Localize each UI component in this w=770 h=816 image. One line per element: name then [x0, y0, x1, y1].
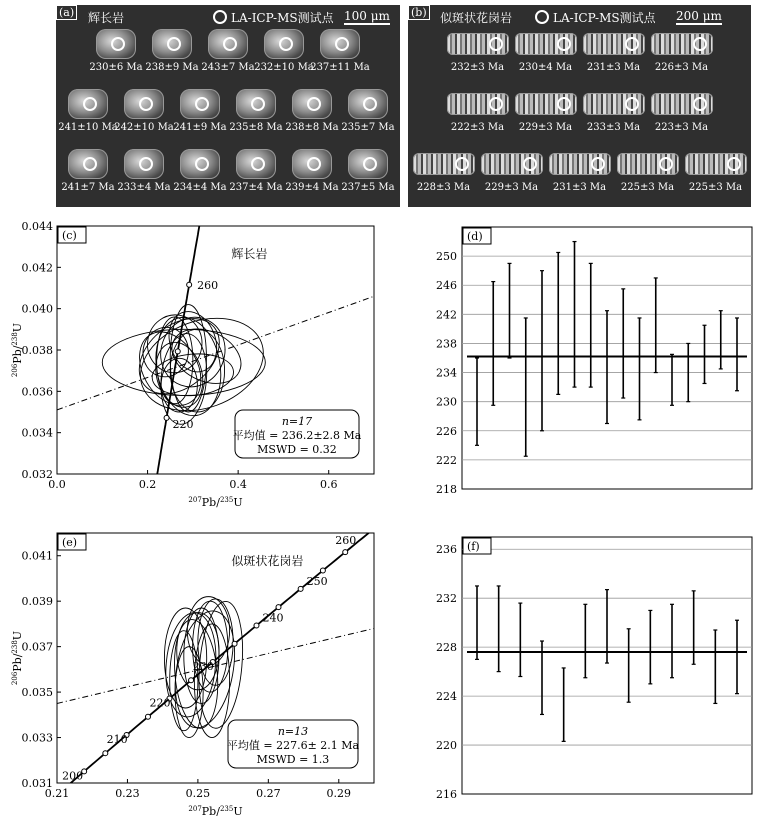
- panel-c-ylabel: [11, 323, 24, 377]
- panel-c-ytick-label: 0.042: [21, 261, 53, 275]
- panel-a-age-label: 234±4 Ma: [173, 182, 227, 193]
- panel-b-age-label: 225±3 Ma: [688, 182, 743, 193]
- panel-c-stats-mswd: MSWD = 0.32: [257, 443, 337, 456]
- panel-b-age-label: 231±3 Ma: [552, 182, 607, 193]
- panel-e-ylabel-el: Pb/: [11, 653, 24, 672]
- panel-c-xlabel: [188, 496, 242, 509]
- panel-e-concordia-age-label: 200: [62, 769, 84, 783]
- panel-a-age-label: 241±9 Ma: [173, 122, 227, 133]
- panel-c-ytick-label: 0.034: [21, 426, 53, 440]
- panel-f-label: (f): [467, 540, 480, 553]
- panel-d-ytick-label: 246: [436, 279, 457, 293]
- panel-c-concordia-age-label: 260: [197, 278, 219, 292]
- panel-d-ytick-label: 242: [436, 308, 457, 322]
- panel-c-concordia-age-label: 220: [172, 417, 194, 431]
- panel-a-age-label: 239±4 Ma: [285, 182, 339, 193]
- panel-a-age-label: 230±6 Ma: [89, 62, 143, 73]
- panel-f-frame: [462, 537, 752, 794]
- panel-b-age-label: 225±3 Ma: [620, 182, 675, 193]
- panel-b-age-label: 228±3 Ma: [416, 182, 471, 193]
- panel-e-concordia-age-label: 220: [149, 696, 171, 710]
- panel-b-age-label: 229±3 Ma: [484, 182, 539, 193]
- panel-e-age-marker: [189, 678, 194, 683]
- panel-c-xtick-label: 0.2: [138, 478, 157, 491]
- panel-e-xlabel: [188, 805, 242, 816]
- panel-c-xlabel-el: U: [233, 496, 243, 509]
- panel-e-xlabel-el: Pb/: [201, 805, 220, 816]
- panel-b-age-label: 233±3 Ma: [586, 122, 641, 133]
- panel-c-xtick-label: 0.6: [319, 478, 338, 491]
- panel-a-scale: 100 μm: [344, 9, 390, 23]
- panel-c-age-marker: [187, 282, 192, 287]
- panel-a-age-label: 241±7 Ma: [61, 182, 115, 193]
- panel-d-ytick-label: 230: [436, 395, 457, 409]
- panel-c-xlabel-sup: 235: [219, 496, 234, 504]
- panel-d-ytick-label: 238: [436, 337, 457, 351]
- panel-a-age-label: 242±10 Ma: [114, 122, 174, 133]
- panel-b-age-label: 232±3 Ma: [450, 62, 505, 73]
- panel-a-rock: 辉长岩: [88, 11, 125, 25]
- panel-e-concordia-age-label: 210: [106, 732, 128, 746]
- panel-b-label: (b): [408, 5, 430, 20]
- panel-e-ytick-label: 0.039: [21, 595, 53, 609]
- panel-e-age-marker: [254, 623, 259, 628]
- panel-f-ytick-label: 216: [436, 788, 457, 801]
- panel-b-legend: LA-ICP-MS测试点: [553, 11, 656, 25]
- panel-e-ytick-label: 0.037: [21, 640, 53, 654]
- panel-e-xlabel-sup: 207: [188, 805, 202, 813]
- panel-a-age-label: 237±5 Ma: [341, 182, 395, 193]
- panel-a-age-label: 237±11 Ma: [310, 62, 370, 73]
- panel-e-concordia-age-label: 230: [192, 660, 214, 674]
- panel-e-xtick-label: 0.27: [256, 787, 281, 800]
- panel-e-concordia-age-label: 240: [262, 611, 284, 625]
- panel-b-age-label: 226±3 Ma: [654, 62, 709, 73]
- panel-e-age-marker: [298, 586, 303, 591]
- panel-f-ytick-label: 236: [436, 543, 457, 557]
- panel-a-age-label: 241±10 Ma: [58, 122, 118, 133]
- panel-c-ylabel-el: Pb/: [11, 345, 24, 364]
- panel-b-age-label: 222±3 Ma: [450, 122, 505, 133]
- panel-e-age-marker: [276, 605, 281, 610]
- panel-a-age-label: 243±7 Ma: [201, 62, 255, 73]
- panel-e-ytick-label: 0.041: [21, 549, 53, 563]
- panel-d-label: (d): [467, 230, 483, 243]
- panel-e-age-marker: [343, 550, 348, 555]
- panel-e-xtick-label: 0.23: [115, 787, 140, 800]
- panel-c-ytick-label: 0.040: [21, 302, 53, 316]
- panel-a-age-label: 238±8 Ma: [285, 122, 339, 133]
- panel-e-ytick-label: 0.033: [21, 731, 53, 745]
- panel-e-label: (e): [62, 536, 78, 549]
- panel-a-age-label: 233±4 Ma: [117, 182, 171, 193]
- panel-a-age-label: 235±8 Ma: [229, 122, 283, 133]
- panel-c-error-ellipse: [127, 302, 276, 427]
- panel-a-age-label: 232±10 Ma: [254, 62, 314, 73]
- panel-e-xtick-label: 0.25: [185, 787, 211, 800]
- panel-e-ylabel-el: U: [11, 630, 24, 641]
- panel-c-ytick-label: 0.038: [21, 344, 53, 357]
- panel-d-ytick-label: 218: [436, 483, 457, 496]
- panel-e-ytick-label: 0.031: [21, 777, 53, 790]
- panel-c-age-marker: [164, 415, 169, 420]
- panel-c-xlabel-sup: 207: [188, 496, 202, 504]
- panel-e-ylabel-sup: 238: [11, 640, 19, 654]
- panel-e-concordia-age-label: 260: [335, 534, 357, 548]
- panel-c-age-marker: [175, 349, 180, 354]
- panel-a-legend: LA-ICP-MS测试点: [231, 11, 334, 25]
- panel-c-stats-mean: 平均值 = 236.2±2.8 Ma: [232, 429, 362, 442]
- panel-c-xlabel-el: Pb/: [201, 496, 220, 509]
- panel-d-ytick-label: 234: [436, 366, 457, 380]
- panel-b-age-label: 231±3 Ma: [586, 62, 641, 73]
- panel-e-ytick-label: 0.035: [21, 686, 53, 700]
- panel-e-concordia-age-label: 250: [306, 574, 328, 588]
- panel-b-age-label: 223±3 Ma: [654, 122, 709, 133]
- panel-c-ytick-label: 0.032: [21, 468, 53, 481]
- panel-c-stats-n: n=17: [281, 415, 313, 428]
- panel-e-ylabel: [11, 631, 24, 685]
- panel-f-ytick-label: 228: [436, 641, 457, 655]
- panel-e-xtick-label: 0.29: [326, 787, 352, 800]
- panel-e-age-marker: [320, 568, 325, 573]
- panel-f-ytick-label: 224: [436, 690, 457, 704]
- panel-c-ylabel-sup: 206: [11, 363, 19, 378]
- panel-e-ylabel-sup: 206: [11, 671, 19, 686]
- panel-e-xlabel-sup: 235: [219, 805, 234, 813]
- panel-c-ylabel-el: U: [11, 322, 24, 333]
- panel-a-age-label: 237±4 Ma: [229, 182, 283, 193]
- panel-c-xtick-label: 0.0: [48, 478, 66, 491]
- panel-e-xlabel-el: U: [233, 805, 243, 816]
- panel-c-ylabel-sup: 238: [11, 332, 19, 346]
- panel-b-rock: 似斑状花岗岩: [440, 11, 513, 25]
- panel-e-xtick-label: 0.21: [44, 787, 70, 800]
- panel-e-stats-n: n=13: [277, 725, 309, 738]
- panel-b-age-label: 229±3 Ma: [518, 122, 573, 133]
- panel-b-age-label: 230±4 Ma: [518, 62, 573, 73]
- panel-c-ytick-label: 0.036: [21, 385, 53, 399]
- panel-e-stats-mswd: MSWD = 1.3: [256, 753, 330, 766]
- panel-d-ytick-label: 250: [436, 250, 457, 264]
- panel-a-label: (a): [56, 5, 77, 20]
- panel-e-stats-mean: 平均值 = 227.6± 2.1 Ma: [226, 739, 360, 752]
- panel-d-ytick-label: 222: [436, 453, 457, 467]
- panel-b-scale: 200 μm: [676, 9, 722, 23]
- panel-e-age-marker: [103, 751, 108, 756]
- panel-f-ytick-label: 220: [436, 739, 457, 753]
- panel-c-xtick-label: 0.4: [229, 478, 247, 491]
- panel-e-rock-name: 似斑状花岗岩: [231, 554, 304, 568]
- panel-a-age-label: 238±9 Ma: [145, 62, 199, 73]
- panel-f-ytick-label: 232: [436, 592, 457, 606]
- panel-e-age-marker: [232, 641, 237, 646]
- panel-c-rock-name: 辉长岩: [231, 247, 268, 261]
- panel-a-age-label: 235±7 Ma: [341, 122, 395, 133]
- panel-d-ytick-label: 226: [436, 424, 457, 438]
- panel-c-ytick-label: 0.044: [21, 220, 53, 233]
- panel-c-label: (c): [62, 229, 77, 242]
- panel-e-age-marker: [145, 714, 150, 719]
